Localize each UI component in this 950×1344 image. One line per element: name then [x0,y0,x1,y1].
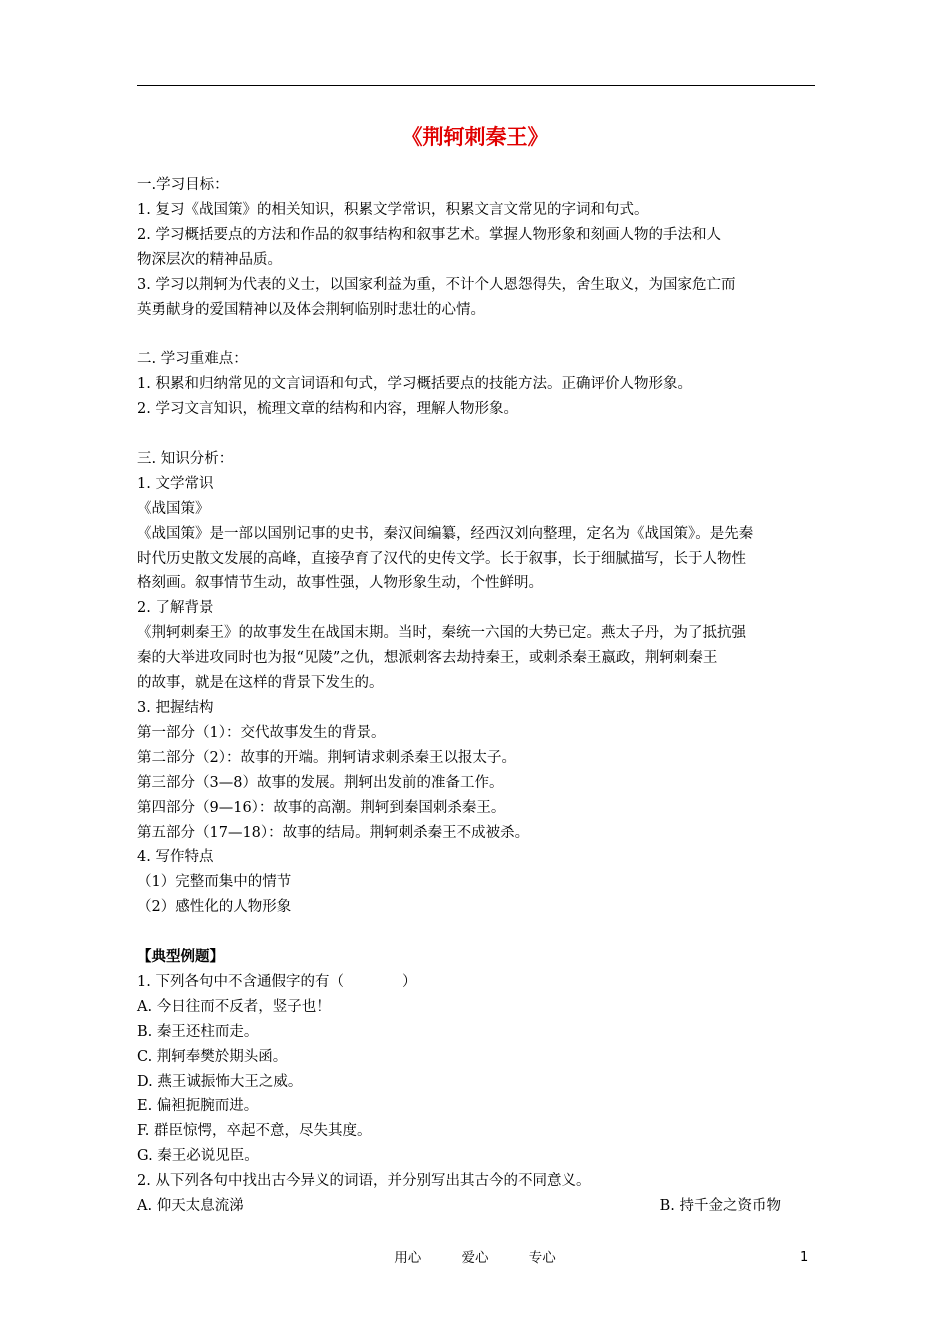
blank-line [137,920,817,945]
paragraph-line: 物深层次的精神品质。 [137,251,282,268]
paragraph-line: 第四部分（9—16）：故事的高潮。荆轲到秦国刺杀秦王。 [137,799,506,816]
option-line: E. 偏袒扼腕而进。 [137,1098,259,1115]
option-b: B. 持千金之资币物 [659,1198,781,1215]
footer-item: 爱心 [461,1250,489,1266]
paragraph-line: 第二部分（2）：故事的开端。荆轲请求刺杀秦王以报太子。 [137,749,516,766]
option-line: B. 秦王还柱而走。 [137,1023,259,1040]
paragraph-line: 时代历史散文发展的高峰，直接孕育了汉代的史传文学。长于叙事，长于细腻描写，长于人物性 [137,550,746,567]
paragraph-line: 秦的大举进攻同时也为报“见陵”之仇，想派刺客去劫持秦王，或刺杀秦王嬴政，荆轲刺秦王 [137,650,718,667]
paragraph-line: 的故事，就是在这样的背景下发生的。 [137,675,384,692]
page-title: 《荆轲刺秦王》 [401,125,549,149]
document-body [137,173,817,1219]
question-line: 1. 下列各句中不含通假字的有（ ） [137,973,417,990]
paragraph-line: 2. 学习文言知识，梳理文章的结构和内容，理解人物形象。 [137,401,518,418]
option-line: G. 秦王必说见臣。 [137,1148,259,1165]
paragraph-line: 1. 文学常识 [137,475,214,492]
paragraph-line: 第一部分（1）：交代故事发生的背景。 [137,724,386,741]
paragraph-line: 格刻画。叙事情节生动，故事性强，人物形象生动，个性鲜明。 [137,575,543,592]
option-line: D. 燕王诚振怖大王之威。 [137,1073,303,1090]
blank-line [137,322,817,347]
option-row [137,1194,817,1219]
paragraph-line: 3. 把握结构 [137,700,214,716]
page-number: 1 [800,1250,809,1265]
page-footer [0,1247,950,1269]
paragraph-line: 《荆轲刺秦王》的故事发生在战国末期。当时，秦统一六国的大势已定。燕太子丹，为了抵抗强 [137,625,746,642]
header-rule [137,85,815,86]
example-heading: 【典型例题】 [137,949,224,966]
section-heading: 二. 学习重难点： [137,351,248,368]
paragraph-line: （1）完整而集中的情节 [137,874,292,891]
paragraph-line: 1. 积累和归纳常见的文言词语和句式，学习概括要点的技能方法。正确评价人物形象。 [137,376,692,393]
paragraph-line: 4. 写作特点 [137,849,214,866]
paragraph-line: 2. 学习概括要点的方法和作品的叙事结构和叙事艺术。掌握人物形象和刻画人物的手法和人 [137,226,721,243]
option-line: F. 群臣惊愕，卒起不意，尽失其度。 [137,1123,372,1140]
paragraph-line: （2）感性化的人物形象 [137,899,292,916]
option-line: A. 今日往而不反者，竖子也！ [137,998,331,1015]
paragraph-line: 《战国策》 [137,500,210,517]
option-a: A. 仰天太息流涕 [137,1198,244,1215]
section-heading: 一.学习目标： [137,177,229,193]
question-line: 2. 从下列各句中找出古今异义的词语，并分别写出其古今的不同意义。 [137,1173,591,1190]
section-heading: 三. 知识分析： [137,450,234,467]
footer-item: 用心 [394,1250,422,1266]
option-line: C. 荆轲奉樊於期头函。 [137,1048,288,1065]
blank-line [137,422,817,447]
paragraph-line: 2. 了解背景 [137,600,214,617]
paragraph-line: 1. 复习《战国策》的相关知识，积累文学常识，积累文言文常见的字词和句式。 [137,201,649,218]
paragraph-line: 第五部分（17—18）：故事的结局。荆轲刺杀秦王不成被杀。 [137,824,530,841]
paragraph-line: 3. 学习以荆轲为代表的义士，以国家利益为重，不计个人恩怨得失，舍生取义，为国家危亡而 [137,276,736,293]
paragraph-line: 《战国策》是一部以国别记事的史书，秦汉间编纂，经西汉刘向整理，定名为《战国策》。是先秦 [137,525,754,542]
paragraph-line: 第三部分（3—8）故事的发展。荆轲出发前的准备工作。 [137,774,504,791]
paragraph-line: 英勇献身的爱国精神以及体会荆轲临别时悲壮的心情。 [137,301,485,318]
footer-item: 专心 [528,1250,556,1266]
